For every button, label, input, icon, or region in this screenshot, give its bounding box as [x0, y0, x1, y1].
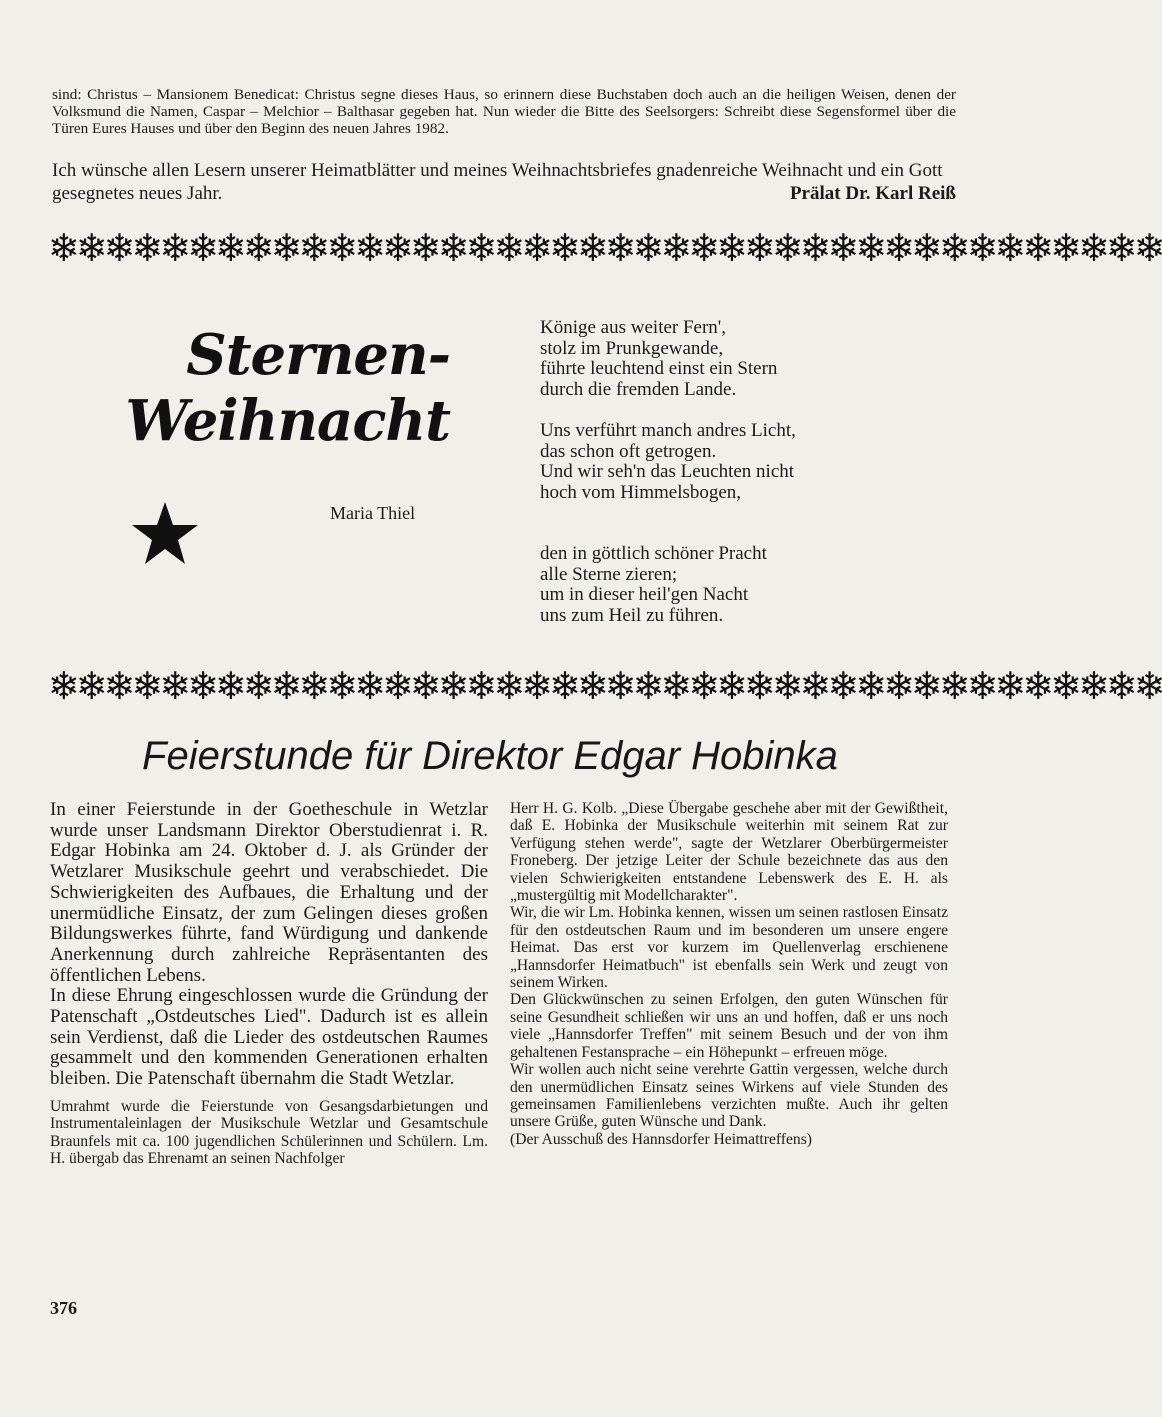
snowflake-divider-bottom: ❄❄❄❄❄❄❄❄❄❄❄❄❄❄❄❄❄❄❄❄❄❄❄❄❄❄❄❄❄❄❄❄❄❄❄❄❄❄❄❄ — [48, 664, 1162, 708]
article-paragraph: Den Glückwünschen zu seinen Erfolgen, den guten Wünschen für seine Gesundheit schließen wir uns an und hoffen, daß er uns noch viele „Hannsdorfer Treffen" mit seinem Besuch und der von ihm gehaltenen Festansprache – ein Höhepunkt – erfreuen möge. — [510, 991, 948, 1061]
article-headline: Feierstunde für Direktor Edgar Hobinka — [142, 734, 838, 778]
poem-title-line-2: Weihnacht — [125, 388, 450, 454]
article-column-left — [50, 800, 488, 1167]
star-icon — [130, 500, 200, 566]
intro-paragraph: sind: Christus – Mansionem Benedicat: Christus segne dieses Haus, so erinnern diese Buchstaben doch auch an die heiligen Weisen, denen der Volksmund die Namen, Caspar – Melchior – Balthasar gegeben hat. Nun wieder die Bitte des Seelsorgers: Schreibt diese Segensformel über die Türen Eures Hauses und über den Beginn des neuen Jahres 1982. — [52, 86, 956, 137]
poem-author: Maria Thiel — [330, 503, 416, 523]
poem-body — [540, 318, 960, 626]
page-number: 376 — [50, 1298, 77, 1318]
article-paragraph: Herr H. G. Kolb. „Diese Übergabe geschehe aber mit der Gewißtheit, daß E. Hobinka der Musikschule weiterhin mit seinem Rat zur Verfügung stehen werde", sagte der Wetzlarer Oberbürgermeister Froneberg. Der jetzige Leiter der Schule bezeichnete das aus den vielen Schwierigkeiten entstandene Lebenswerk des E. H. als „mustergültig mit Modellcharakter". — [510, 800, 948, 905]
greeting-block — [52, 159, 956, 205]
poem-title-line-1: Sternen- — [186, 322, 450, 388]
poem-stanza-2: Uns verführt manch andres Licht, das schon oft getrogen. Und wir seh'n das Leuchten nicht hoch vom Himmelsbogen, — [540, 420, 796, 503]
poem-title — [100, 322, 450, 454]
poem-stanza-3: den in göttlich schöner Pracht alle Sterne zieren; um in dieser heil'gen Nacht uns zum Heil zu führen. — [540, 543, 767, 626]
greeting-text: Ich wünsche allen Lesern unserer Heimatblätter und meines Weihnachtsbriefes gnadenreiche Weihnacht und ein Gott gesegnetes neues Jahr. — [52, 160, 943, 204]
article-paragraph: In diese Ehrung eingeschlossen wurde die Gründung der Patenschaft „Ostdeutsches Lied". Dadurch ist es allein sein Verdienst, daß die Lieder des ostdeutschen Raumes gesammelt und den kommenden Generationen erhalten bleiben. Die Patenschaft übernahm die Stadt Wetzlar. — [50, 985, 488, 1090]
article-column-right — [510, 800, 948, 1148]
article-paragraph: Umrahmt wurde die Feierstunde von Gesangsdarbietungen und Instrumentaleinlagen der Musikschule Wetzlar und Gesamtschule Braunfels mit ca. 100 jugendlichen Schülerinnen und Schülern. Lm. H. übergab das Ehrenamt an seinen Nachfolger — [50, 1097, 488, 1168]
snowflake-divider-top: ❄❄❄❄❄❄❄❄❄❄❄❄❄❄❄❄❄❄❄❄❄❄❄❄❄❄❄❄❄❄❄❄❄❄❄❄❄❄❄❄ — [48, 226, 1162, 270]
article-paragraph: Wir, die wir Lm. Hobinka kennen, wissen um seinen rastlosen Einsatz für den ostdeutschen Raum und im besonderen um unsere engere Heimat. Das erst vor kurzem im Quellenverlag erschienene „Hannsdorfer Heimatbuch" ist ebenfalls sein Werk und zeugt von seinem Wirken. — [510, 904, 948, 992]
intro-paragraph-block — [52, 86, 956, 137]
poem-stanza-1: Könige aus weiter Fern', stolz im Prunkgewande, führte leuchtend einst ein Stern durch die fremden Lande. — [540, 317, 778, 400]
article-paragraph: In einer Feierstunde in der Goetheschule in Wetzlar wurde unser Landsmann Direktor Oberstudienrat i. R. Edgar Hobinka am 24. Oktober d. J. als Gründer der Wetzlarer Musikschule geehrt und verabschiedet. Die Schwierigkeiten des Aufbaues, die Erhaltung und der unermüdliche Einsatz, der zum Gelingen dieses großen Bildungswerkes führte, fand Würdigung und dankende Anerkennung durch zahlreiche Repräsentanten des öffentlichen Lebens. — [50, 799, 488, 986]
article-credit: (Der Ausschuß des Hannsdorfer Heimattreffens) — [510, 1130, 812, 1148]
article-paragraph: Wir wollen auch nicht seine verehrte Gattin vergessen, welche durch den unermüdlichen Einsatz seines Wirkens auf viele Stunden des gemeinsamen Familienlebens verzichten mußte. Auch ihr gelten unsere Grüße, guten Wünsche und Dank. — [510, 1061, 948, 1131]
signature: Prälat Dr. Karl Reiß — [789, 183, 956, 204]
